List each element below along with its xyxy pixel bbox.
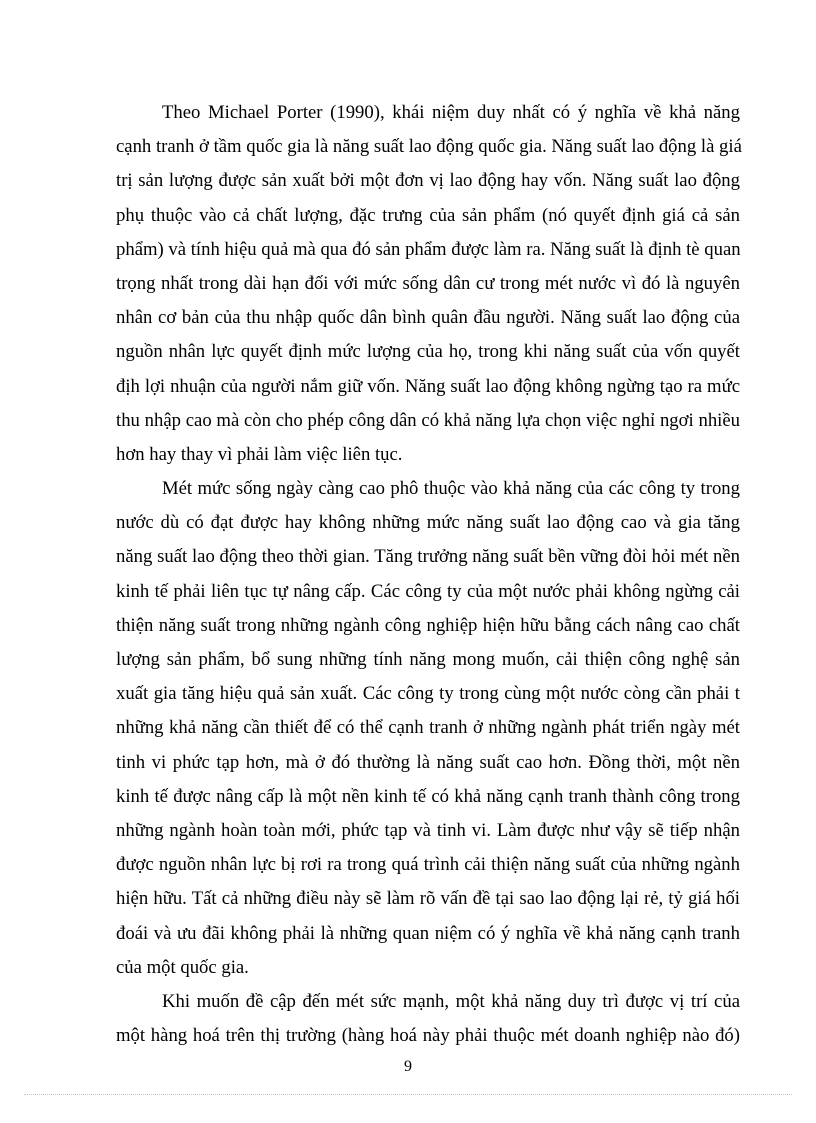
text-line: Theo Michael Porter (1990), khái niệm duy nhất có ý nghĩa về khả năng [162, 102, 740, 123]
text-line: xuất gia tăng hiệu quả sản xuất. Các công ty trong cùng một nước còng cần phải t [116, 683, 740, 705]
page-number: 9 [404, 1058, 412, 1075]
text-line: cạnh tranh ở tầm quốc gia là năng suất lao động quốc gia. Năng suất lao động là giá [116, 136, 742, 158]
page-bottom-divider [24, 1094, 792, 1095]
text-line: những ngành hoàn toàn mới, phức tạp và tinh vi. Làm được như vậy sẽ tiếp nhận [116, 819, 740, 841]
text-line: hơn hay thay vì phải làm việc liên tục. [116, 443, 403, 465]
text-line: Khi muốn đề cập đến mét sức mạnh, một khả năng duy trì được vị trí của [162, 990, 740, 1012]
text-line: nguồn nhân lực quyết định mức lượng của họ, trong khi năng suất của vốn quyết [116, 341, 740, 363]
text-line: địh lợi nhuận của người nắm giữ vốn. Năng suất lao động không ngừng tạo ra mức [116, 375, 740, 397]
text-line: của một quốc gia. [116, 956, 249, 978]
text-line: trị sản lượng được sản xuất bởi một đơn vị lao động hay vốn. Năng suất lao động [116, 170, 740, 192]
text-line: hiện hữu. Tất cả những điều này sẽ làm rõ vấn đề tại sao lao động lại rẻ, tỷ giá hối [116, 888, 740, 910]
text-line: lượng sản phẩm, bổ sung những tính năng mong muốn, cải thiện công nghệ sản [116, 649, 740, 670]
text-line: Mét mức sống ngày càng cao phô thuộc vào khả năng của các công ty trong [162, 478, 740, 500]
text-line: nước dù có đạt được hay không những mức năng suất lao động cao và gia tăng [116, 512, 740, 534]
text-line: tinh vi phức tạp hơn, mà ở đó thường là năng suất cao hơn. Đồng thời, một nền [116, 751, 740, 773]
text-line: năng suất lao động theo thời gian. Tăng trưởng năng suất bền vững đòi hỏi mét nền [116, 546, 740, 568]
paragraph-market-position [116, 985, 740, 1053]
text-line: đoái và ưu đãi không phải là những quan niệm có ý nghĩa về khả năng cạnh tranh [116, 922, 740, 944]
document-body [116, 96, 740, 1053]
text-line: phẩm) và tính hiệu quả mà qua đó sản phẩm được làm ra. Năng suất là định tè quan [116, 238, 741, 260]
text-line: được nguồn nhân lực bị rơi ra trong quá trình cải thiện năng suất của những ngành [116, 854, 740, 876]
text-line: những khả năng cần thiết để có thể cạnh tranh ở những ngành phát triển ngày mét [116, 717, 740, 739]
text-line: phụ thuộc vào cả chất lượng, đặc trưng của sản phẩm (nó quyết định giá cả sản [116, 204, 740, 226]
text-line: thiện năng suất trong những ngành công nghiệp hiện hữu bằng cách nâng cao chất [116, 614, 740, 636]
paragraph-living-standards [116, 472, 740, 985]
text-line: kinh tế phải liên tục tự nâng cấp. Các công ty của một nước phải không ngừng cải [116, 580, 740, 602]
text-line: thu nhập cao mà còn cho phép công dân có khả năng lựa chọn việc nghỉ ngơi nhiều [116, 409, 740, 431]
text-line: trọng nhất trong dài hạn đối với mức sống dân cư trong mét nước vì đó là nguyên [116, 272, 740, 294]
text-line: kinh tế được nâng cấp là một nền kinh tế có khả năng cạnh tranh thành công trong [116, 785, 740, 807]
text-line: một hàng hoá trên thị trường (hàng hoá này phải thuộc mét doanh nghiệp nào đó) [116, 1025, 740, 1047]
text-line: nhân cơ bản của thu nhập quốc dân bình quân đầu người. Năng suất lao động của [116, 307, 740, 329]
paragraph-porter-definition [116, 96, 740, 472]
